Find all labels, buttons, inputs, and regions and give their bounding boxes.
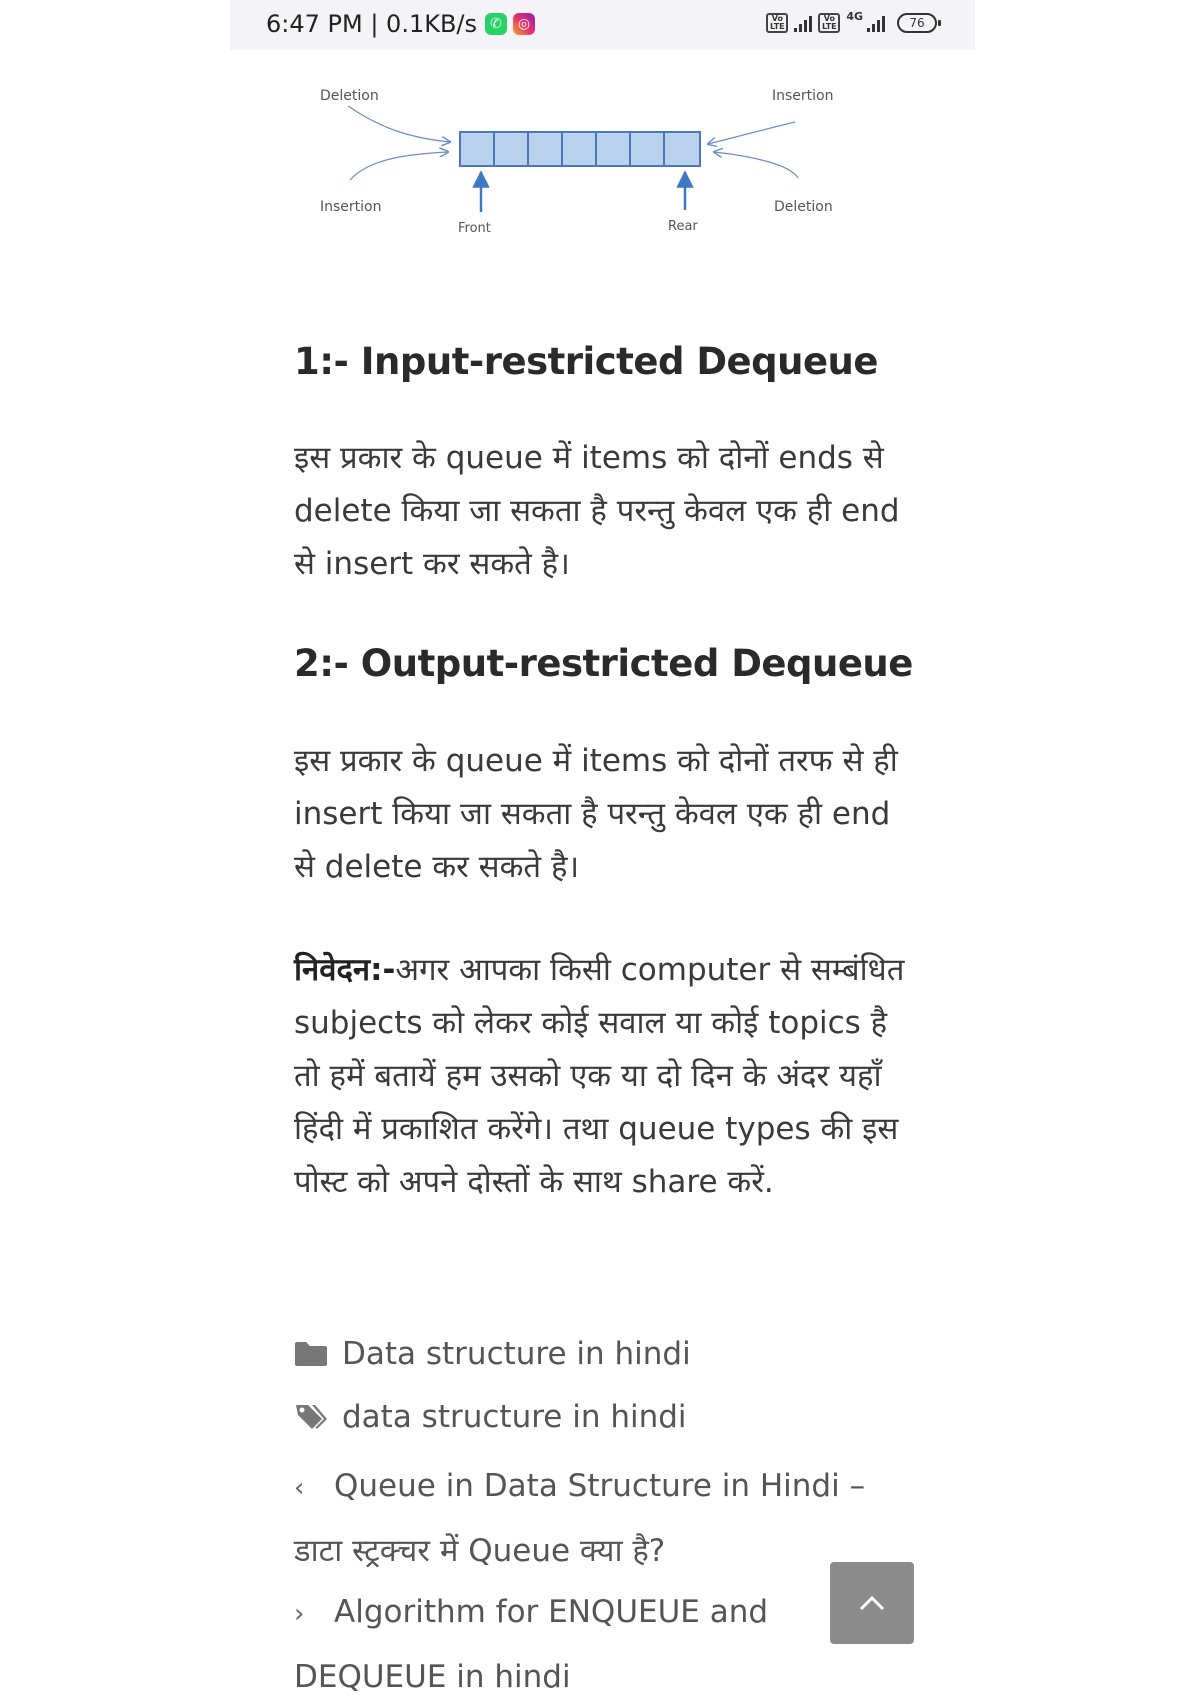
deque-diagram <box>290 76 850 246</box>
request-label: निवेदन:- <box>294 952 396 988</box>
status-separator: | <box>362 10 387 38</box>
section-1-text: इस प्रकार के queue में items को दोनों ends से delete किया जा सकता है परन्तु केवल एक ही end से insert कर सकते है। <box>294 440 900 582</box>
section-2-heading: 2:- Output-restricted Dequeue <box>294 642 913 685</box>
status-right <box>766 9 937 33</box>
network-type: 4G <box>846 9 863 23</box>
insertion-right-arrow <box>708 122 795 144</box>
post-category <box>294 1336 691 1372</box>
chevron-right-icon: › <box>294 1599 305 1629</box>
request-text: अगर आपका किसी computer से सम्बंधित subjects को लेकर कोई सवाल या कोई topics है तो हमें बतायें हम उसको एक या दो दिन के अंदर यहाँ हिंदी में प्रकाशित करेंगे। तथा queue types की इस पोस्ट को अपने दोस्तों के साथ share करें. <box>294 952 905 1200</box>
signal-icon <box>794 14 812 32</box>
label-front: Front <box>458 221 491 236</box>
back-to-top-button[interactable] <box>830 1562 914 1644</box>
deletion-left-arrow <box>348 106 450 142</box>
tag-icon <box>294 1402 328 1432</box>
whatsapp-icon: ✆ <box>485 13 507 35</box>
previous-post-title[interactable]: Queue in Data Structure in Hindi – डाटा स्ट्रक्चर में Queue क्या है? <box>294 1468 866 1569</box>
label-rear: Rear <box>668 219 698 234</box>
label-insertion-left: Insertion <box>320 199 382 215</box>
volte-icon: Vo LTE <box>766 13 788 33</box>
chevron-left-icon: ‹ <box>294 1473 305 1503</box>
status-left <box>266 10 535 38</box>
label-insertion-right: Insertion <box>772 88 834 104</box>
category-link[interactable]: Data structure in hindi <box>342 1336 691 1372</box>
instagram-icon: ◎ <box>513 13 535 35</box>
tag-link[interactable]: data structure in hindi <box>342 1399 687 1435</box>
next-post-link[interactable] <box>294 1581 894 1698</box>
deque-cells <box>460 132 700 166</box>
next-post-title[interactable]: Algorithm for ENQUEUE and DEQUEUE in hindi <box>294 1594 769 1695</box>
status-time: 6:47 PM <box>266 10 363 38</box>
battery-icon: 76 <box>897 13 937 33</box>
previous-post-link[interactable] <box>294 1455 894 1583</box>
label-deletion-right: Deletion <box>774 199 833 215</box>
insertion-left-arrow <box>350 152 448 180</box>
label-deletion-left: Deletion <box>320 88 379 104</box>
status-speed: 0.1KB/s <box>386 10 478 38</box>
request-paragraph <box>294 944 919 1209</box>
status-bar <box>230 0 975 50</box>
phone-screen <box>230 0 975 1698</box>
deletion-right-arrow <box>714 152 798 178</box>
post-tags <box>294 1399 687 1435</box>
volte-icon-2: Vo LTE <box>818 13 840 33</box>
section-2-text: इस प्रकार के queue में items को दोनों तरफ से ही insert किया जा सकता है परन्तु केवल एक ही end से delete कर सकते है। <box>294 743 898 885</box>
chevron-up-icon <box>858 1594 886 1612</box>
section-1-heading: 1:- Input-restricted Dequeue <box>294 340 878 383</box>
signal-icon-2 <box>867 14 885 32</box>
folder-icon <box>294 1340 328 1368</box>
